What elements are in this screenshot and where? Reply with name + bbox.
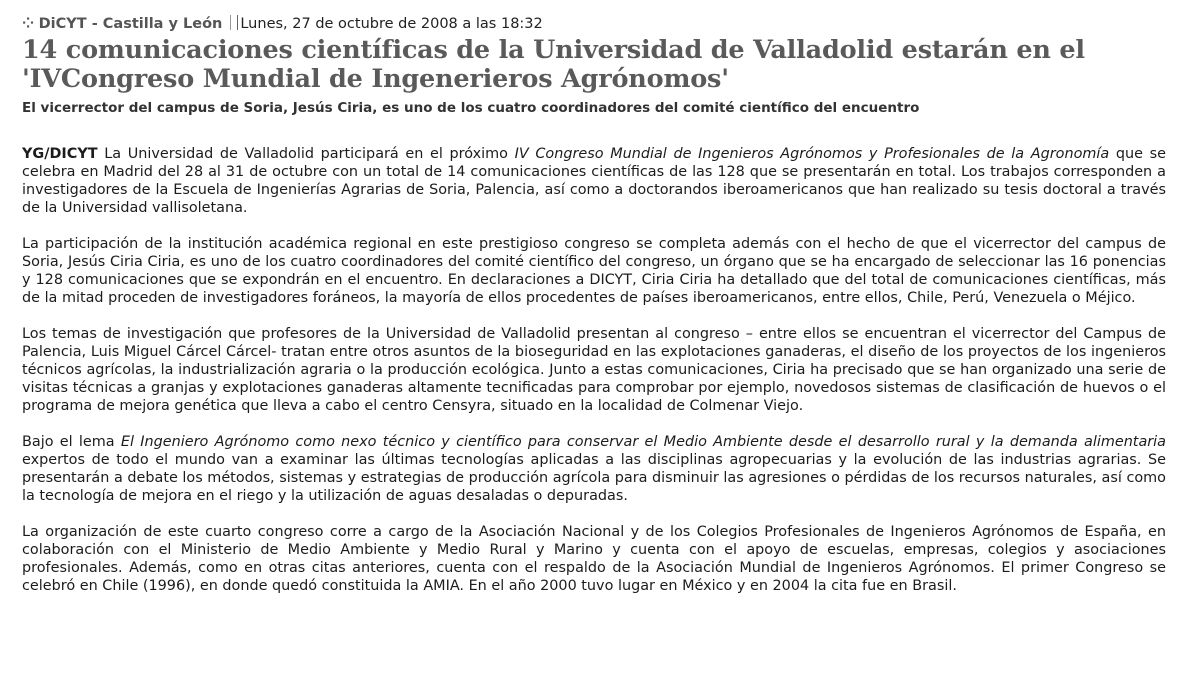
byline: YG/DICYT (22, 146, 98, 162)
congress-motto: El Ingeniero Agrónomo como nexo técnico y científico para conservar el Medio Ambiente desde el desarrollo rural y la demanda alimentaria (120, 434, 1167, 450)
source-link[interactable]: DiCYT - Castilla y León (38, 16, 223, 32)
article-headline: 14 comunicaciones científicas de la Universidad de Valladolid estarán en el 'IVCongreso Mundial de Ingenerieros Agrónomos' (22, 35, 1085, 94)
article-page (22, 14, 1166, 613)
divider (237, 15, 238, 30)
paragraph (22, 433, 1166, 505)
paragraph-text: La Universidad de Valladolid participará en el próximo (97, 146, 515, 162)
paragraph (22, 145, 1166, 217)
paragraph-text: Bajo el lema (22, 434, 121, 450)
congress-name: IV Congreso Mundial de Ingenieros Agrónomos y Profesionales de la Agronomía (514, 146, 1110, 162)
divider (230, 15, 231, 30)
paragraph: La participación de la institución académica regional en este prestigioso congreso se completa además con el hecho de que el vicerrector del campus de Soria, Jesús Ciria Ciria, es uno de los cuatro coordinadores del comité científico del congreso, un órgano que se ha encargado de seleccionar las 16 ponencias y 128 comunicaciones que se expondrán en el encuentro. En declaraciones a DICYT, Ciria Ciria ha detallado que del total de comunicaciones científicas, más de la mitad proceden de investigadores foráneos, la mayoría de ellos procedentes de países iberoamericanos, entre ellos, Chile, Perú, Venezuela o Méjico. (22, 236, 1166, 306)
article-subtitle: El vicerrector del campus de Soria, Jesús Ciria, es uno de los cuatro coordinadores del comité científico del encuentro (22, 100, 920, 116)
paragraph-text: expertos de todo el mundo van a examinar las últimas tecnologías aplicadas a las disciplinas agropecuarias y la evolución de las industrias agrarias. Se presentarán a debate los métodos, sistemas y estrategias de producción agrícola para disminuir las agresiones o pérdidas de los recursos naturales, así como la tecnología de mejora en el riego y la utilización de aguas desaladas o depuradas. (22, 452, 1166, 504)
paragraph: Los temas de investigación que profesores de la Universidad de Valladolid presentan al congreso – entre ellos se encuentran el vicerrector del Campus de Palencia, Luis Miguel Cárcel Cárcel- tratan entre otros asuntos de la bioseguridad en las explotaciones ganaderas, el diseño de los proyectos de los ingenieros técnicos agrícolas, la industrialización agraria o la producción ecológica. Junto a estas comunicaciones, Ciria ha precisado que se han organizado una serie de visitas técnicas a granjas y explotaciones ganaderas altamente tecnificadas para comprobar por ejemplo, novedosos sistemas de clasificación de huevos o el programa de mejora genética que lleva a cabo el centro Censyra, situado en la localidad de Colmenar Viejo. (22, 326, 1166, 414)
paragraph: La organización de este cuarto congreso corre a cargo de la Asociación Nacional y de los Colegios Profesionales de Ingenieros Agrónomos de España, en colaboración con el Ministerio de Medio Ambiente y Medio Rural y Marino y cuenta con el apoyo de escuelas, empresas, colegios y asociaciones profesionales. Además, como en otras citas anteriores, cuenta con el respaldo de la Asociación Mundial de Ingenieros Agrónomos. El primer Congreso se celebró en Chile (1996), en donde quedó constituida la AMIA. En el año 2000 tuvo lugar en México y en 2004 la cita fue en Brasil. (22, 524, 1166, 594)
publish-date: Lunes, 27 de octubre de 2008 a las 18:32 (240, 16, 543, 32)
article-body (22, 145, 1166, 595)
section-bullet-icon: ⁘ (22, 16, 35, 32)
article-meta (22, 14, 1166, 34)
paragraph-text: que se celebra en Madrid del 28 al 31 de octubre con un total de 14 comunicaciones científicas de las 128 que se presentarán en total. Los trabajos corresponden a investigadores de la Escuela de Ingenierías Agrarias de Soria, Palencia, así como a doctorandos iberoamericanos que han realizado su tesis doctoral a través de la Universidad vallisoletana. (22, 146, 1166, 216)
